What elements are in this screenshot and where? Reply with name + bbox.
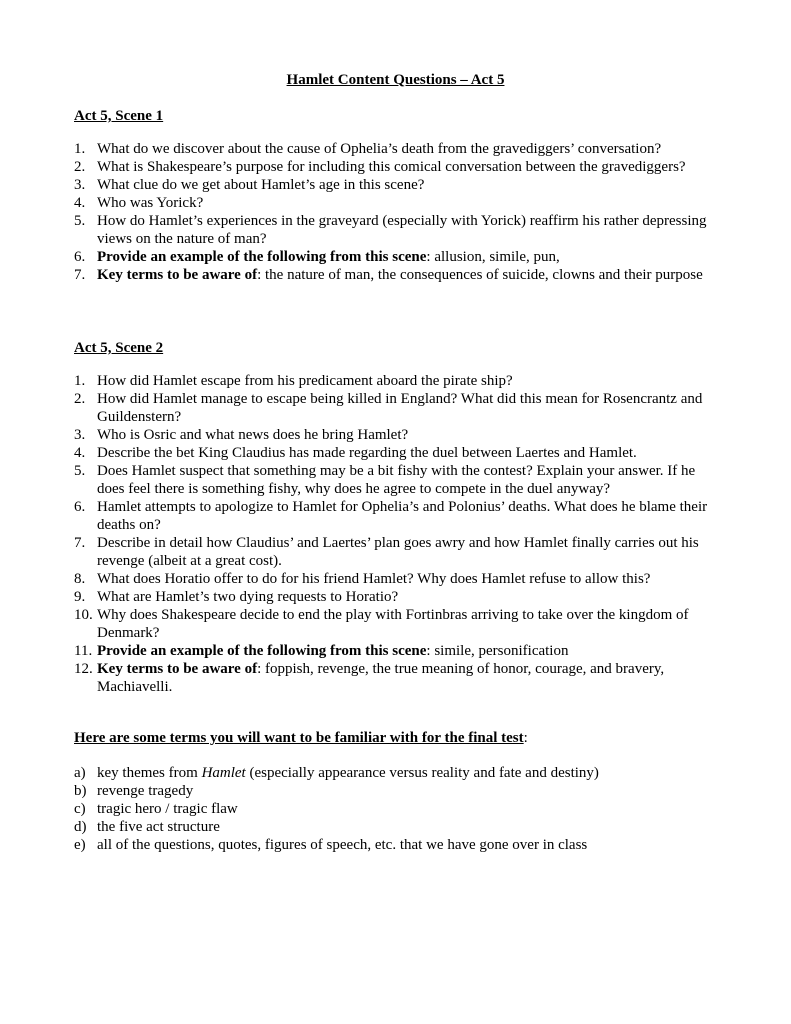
list-item (74, 800, 724, 818)
question-text: Does Hamlet suspect that something may be a bit fishy with the contest? Explain your answer. If he does feel there is something fishy, why does he agree to compete in the duel anyway? (97, 463, 696, 497)
item-number: 6. (74, 249, 86, 265)
scene2-question-list (74, 372, 724, 696)
item-number: 2. (74, 391, 86, 407)
bold-prompt: Provide an example of the following from this scene (97, 643, 427, 659)
item-number: 1. (74, 373, 86, 389)
item-number: 3. (74, 177, 86, 193)
bold-prompt: Provide an example of the following from this scene (97, 249, 427, 265)
scene1-heading: Act 5, Scene 1 (74, 108, 164, 124)
list-item (74, 140, 724, 158)
item-letter: b) (74, 783, 87, 799)
terms-heading (74, 729, 528, 747)
list-item (74, 390, 724, 426)
question-text: Describe in detail how Claudius’ and Laertes’ plan goes awry and how Hamlet finally carries out his revenge (albeit at a great cost). (97, 535, 699, 569)
item-number: 9. (74, 589, 86, 605)
question-text: How did Hamlet manage to escape being killed in England? What did this mean for Rosencrantz and Guildenstern? (97, 391, 703, 425)
item-number: 4. (74, 445, 86, 461)
question-text: : allusion, simile, pun, (426, 249, 560, 265)
question-text: What do we discover about the cause of Ophelia’s death from the gravediggers’ conversation? (97, 141, 662, 157)
question-text: : simile, personification (426, 643, 569, 659)
question-text: How do Hamlet’s experiences in the graveyard (especially with Yorick) reaffirm his rather depressing views on the nature of man? (97, 213, 707, 247)
item-letter: c) (74, 801, 86, 817)
question-text: : foppish, revenge, the true meaning of honor, courage, and bravery, Machiavelli. (97, 661, 665, 695)
question-text: What clue do we get about Hamlet’s age in this scene? (97, 177, 425, 193)
term-italic: Hamlet (201, 765, 246, 781)
list-item (74, 176, 724, 194)
list-item (74, 444, 724, 462)
item-number: 5. (74, 463, 86, 479)
item-letter: e) (74, 837, 86, 853)
list-item (74, 782, 724, 800)
list-item (74, 462, 724, 498)
item-letter: d) (74, 819, 87, 835)
question-text: Hamlet attempts to apologize to Hamlet for Ophelia’s and Polonius’ deaths. What does he blame their deaths on? (97, 499, 708, 533)
item-number: 3. (74, 427, 86, 443)
item-number: 7. (74, 267, 86, 283)
page-title: Hamlet Content Questions – Act 5 (286, 72, 505, 88)
term-text: key themes from (97, 765, 202, 781)
term-text: tragic hero / tragic flaw (97, 801, 238, 817)
list-item (74, 498, 724, 534)
item-number: 11. (74, 643, 93, 659)
item-number: 12. (74, 661, 93, 677)
scene1-question-list (74, 140, 724, 284)
list-item (74, 158, 724, 176)
list-item (74, 642, 724, 660)
list-item (74, 606, 724, 642)
item-number: 7. (74, 535, 86, 551)
scene2-heading: Act 5, Scene 2 (74, 340, 164, 356)
terms-heading-text: Here are some terms you will want to be familiar with for the final test (74, 730, 524, 746)
list-item (74, 266, 724, 284)
item-number: 5. (74, 213, 86, 229)
list-item (74, 248, 724, 266)
bold-prompt: Key terms to be aware of (97, 267, 258, 283)
item-letter: a) (74, 765, 86, 781)
item-number: 10. (74, 607, 93, 623)
list-item (74, 764, 724, 782)
list-item (74, 588, 724, 606)
list-item (74, 570, 724, 588)
question-text: What are Hamlet’s two dying requests to Horatio? (97, 589, 399, 605)
term-text: revenge tragedy (97, 783, 194, 799)
list-item (74, 818, 724, 836)
question-text: Why does Shakespeare decide to end the play with Fortinbras arriving to take over the kingdom of Denmark? (97, 607, 689, 641)
list-item (74, 426, 724, 444)
list-item (74, 372, 724, 390)
item-number: 8. (74, 571, 86, 587)
term-text: the five act structure (97, 819, 220, 835)
item-number: 2. (74, 159, 86, 175)
terms-heading-suffix: : (523, 730, 528, 746)
list-item (74, 534, 724, 570)
item-number: 4. (74, 195, 86, 211)
list-item (74, 836, 724, 854)
bold-prompt: Key terms to be aware of (97, 661, 258, 677)
item-number: 6. (74, 499, 86, 515)
terms-list (74, 764, 724, 854)
term-text: all of the questions, quotes, figures of speech, etc. that we have gone over in class (97, 837, 588, 853)
question-text: Who is Osric and what news does he bring Hamlet? (97, 427, 409, 443)
list-item (74, 212, 724, 248)
question-text: Who was Yorick? (97, 195, 204, 211)
item-number: 1. (74, 141, 86, 157)
question-text: How did Hamlet escape from his predicament aboard the pirate ship? (97, 373, 513, 389)
question-text: What is Shakespeare’s purpose for including this comical conversation between the gravediggers? (97, 159, 686, 175)
question-text: : the nature of man, the consequences of suicide, clowns and their purpose (257, 267, 703, 283)
question-text: Describe the bet King Claudius has made regarding the duel between Laertes and Hamlet. (97, 445, 637, 461)
list-item (74, 660, 724, 696)
term-text-post: (especially appearance versus reality and fate and destiny) (245, 765, 599, 781)
question-text: What does Horatio offer to do for his friend Hamlet? Why does Hamlet refuse to allow this? (97, 571, 651, 587)
list-item (74, 194, 724, 212)
